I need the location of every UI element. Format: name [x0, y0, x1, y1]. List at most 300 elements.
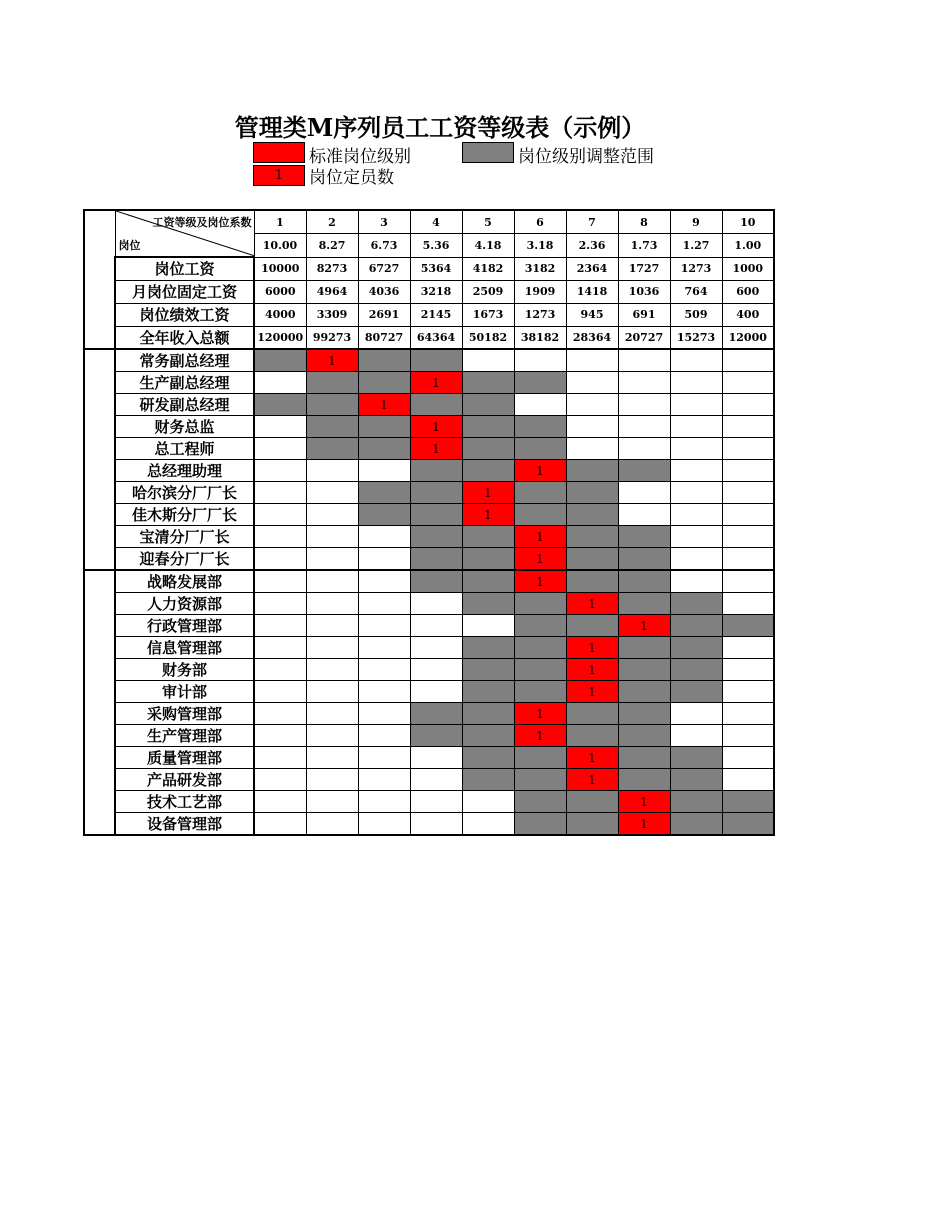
adjust-range-cell	[410, 504, 462, 526]
summary-row	[84, 280, 774, 303]
standard-grade-cell: 1	[566, 659, 618, 681]
summary-value: 509	[670, 303, 722, 326]
summary-value: 1000	[722, 257, 774, 280]
position-label: 总经理助理	[115, 460, 254, 482]
adjust-range-cell	[358, 416, 410, 438]
grade-cell	[462, 791, 514, 813]
position-label: 生产副总经理	[115, 372, 254, 394]
summary-value: 4000	[254, 303, 306, 326]
summary-value: 1673	[462, 303, 514, 326]
legend-adjust-label: 岗位级别调整范围	[518, 147, 654, 167]
summary-row	[84, 303, 774, 326]
grade-cell	[306, 747, 358, 769]
grade-cell	[306, 659, 358, 681]
position-row	[84, 416, 774, 438]
standard-grade-cell: 1	[358, 394, 410, 416]
legend-standard-swatch	[253, 142, 305, 163]
adjust-range-cell	[618, 570, 670, 593]
grade-cell	[722, 659, 774, 681]
position-row	[84, 570, 774, 593]
adjust-range-cell	[358, 482, 410, 504]
adjust-range-cell	[514, 438, 566, 460]
adjust-range-cell	[306, 372, 358, 394]
adjust-range-cell	[462, 703, 514, 725]
adjust-range-cell	[618, 637, 670, 659]
standard-grade-cell: 1	[410, 438, 462, 460]
summary-value: 28364	[566, 326, 618, 349]
adjust-range-cell	[514, 504, 566, 526]
summary-value: 20727	[618, 326, 670, 349]
adjust-range-cell	[358, 504, 410, 526]
position-label: 常务副总经理	[115, 349, 254, 372]
diagonal-header	[115, 210, 254, 257]
position-row	[84, 482, 774, 504]
grade-cell	[306, 813, 358, 836]
adjust-range-cell	[722, 615, 774, 637]
grade-cell	[670, 460, 722, 482]
summary-value: 764	[670, 280, 722, 303]
level-7: 7	[566, 210, 618, 234]
standard-grade-cell: 1	[514, 460, 566, 482]
grade-cell	[722, 438, 774, 460]
level-3: 3	[358, 210, 410, 234]
adjust-range-cell	[618, 725, 670, 747]
adjust-range-cell	[254, 349, 306, 372]
coefficient-6: 3.18	[514, 234, 566, 258]
position-label: 质量管理部	[115, 747, 254, 769]
position-label: 迎春分厂厂长	[115, 548, 254, 571]
grade-cell	[306, 526, 358, 548]
adjust-range-cell	[722, 813, 774, 836]
grade-cell	[254, 703, 306, 725]
adjust-range-cell	[618, 460, 670, 482]
grade-cell	[618, 394, 670, 416]
summary-value: 8273	[306, 257, 358, 280]
summary-value: 1273	[514, 303, 566, 326]
summary-value: 3218	[410, 280, 462, 303]
adjust-range-cell	[514, 593, 566, 615]
grade-cell	[722, 372, 774, 394]
coefficient-7: 2.36	[566, 234, 618, 258]
adjust-range-cell	[618, 703, 670, 725]
summary-value: 600	[722, 280, 774, 303]
level-9: 9	[670, 210, 722, 234]
grade-cell	[358, 747, 410, 769]
adjust-range-cell	[566, 526, 618, 548]
standard-grade-cell: 1	[514, 725, 566, 747]
grade-cell	[254, 416, 306, 438]
grade-cell	[410, 593, 462, 615]
position-row	[84, 593, 774, 615]
grade-cell	[306, 791, 358, 813]
adjust-range-cell	[618, 593, 670, 615]
adjust-range-cell	[566, 703, 618, 725]
standard-grade-cell: 1	[566, 681, 618, 703]
grade-cell	[514, 394, 566, 416]
grade-cell	[254, 593, 306, 615]
summary-value: 4182	[462, 257, 514, 280]
grade-cell	[254, 615, 306, 637]
position-row	[84, 769, 774, 791]
grade-cell	[254, 526, 306, 548]
adjust-range-cell	[566, 504, 618, 526]
grade-cell	[722, 637, 774, 659]
standard-grade-cell: 1	[566, 637, 618, 659]
grade-cell	[358, 593, 410, 615]
legend-headcount-swatch: 1	[253, 165, 305, 186]
position-row	[84, 460, 774, 482]
adjust-range-cell	[410, 460, 462, 482]
diagonal-top-label: 工资等级及岗位系数	[152, 216, 252, 229]
summary-value: 1418	[566, 280, 618, 303]
summary-value: 945	[566, 303, 618, 326]
grade-cell	[462, 813, 514, 836]
grade-cell	[722, 570, 774, 593]
grade-cell	[722, 769, 774, 791]
grade-cell	[670, 372, 722, 394]
adjust-range-cell	[566, 570, 618, 593]
adjust-range-cell	[462, 769, 514, 791]
summary-value: 3182	[514, 257, 566, 280]
adjust-range-cell	[670, 747, 722, 769]
adjust-range-cell	[670, 659, 722, 681]
coefficient-9: 1.27	[670, 234, 722, 258]
summary-label: 岗位绩效工资	[115, 303, 254, 326]
grade-cell	[358, 769, 410, 791]
standard-grade-cell: 1	[514, 526, 566, 548]
summary-label: 全年收入总额	[115, 326, 254, 349]
adjust-range-cell	[462, 394, 514, 416]
adjust-range-cell	[618, 526, 670, 548]
level-6: 6	[514, 210, 566, 234]
grade-cell	[358, 637, 410, 659]
legend-headcount-label: 岗位定员数	[309, 168, 394, 188]
grade-cell	[462, 349, 514, 372]
grade-cell	[358, 460, 410, 482]
summary-value: 64364	[410, 326, 462, 349]
summary-value: 4964	[306, 280, 358, 303]
summary-value: 80727	[358, 326, 410, 349]
adjust-range-cell	[514, 482, 566, 504]
adjust-range-cell	[514, 791, 566, 813]
grade-cell	[670, 482, 722, 504]
adjust-range-cell	[410, 548, 462, 571]
position-label: 哈尔滨分厂厂长	[115, 482, 254, 504]
summary-value: 2509	[462, 280, 514, 303]
position-row	[84, 813, 774, 836]
adjust-range-cell	[514, 681, 566, 703]
coefficient-1: 10.00	[254, 234, 306, 258]
grade-cell	[358, 725, 410, 747]
grade-cell	[306, 681, 358, 703]
position-row	[84, 372, 774, 394]
adjust-range-cell	[462, 747, 514, 769]
grade-cell	[670, 349, 722, 372]
side-block-header	[84, 210, 115, 349]
grade-cell	[722, 349, 774, 372]
position-label: 佳木斯分厂厂长	[115, 504, 254, 526]
grade-cell	[358, 681, 410, 703]
grade-cell	[358, 615, 410, 637]
grade-cell	[670, 504, 722, 526]
summary-label: 岗位工资	[115, 257, 254, 280]
summary-value: 120000	[254, 326, 306, 349]
grade-cell	[670, 526, 722, 548]
summary-value: 50182	[462, 326, 514, 349]
adjust-range-cell	[462, 659, 514, 681]
position-row	[84, 548, 774, 571]
side-block-group-2	[84, 570, 115, 835]
level-2: 2	[306, 210, 358, 234]
position-label: 宝清分厂厂长	[115, 526, 254, 548]
grade-cell	[618, 349, 670, 372]
grade-cell	[254, 813, 306, 836]
position-label: 信息管理部	[115, 637, 254, 659]
summary-value: 691	[618, 303, 670, 326]
adjust-range-cell	[670, 615, 722, 637]
legend-adjust-swatch	[462, 142, 514, 163]
adjust-range-cell	[410, 482, 462, 504]
grade-cell	[254, 659, 306, 681]
summary-row	[84, 326, 774, 349]
grade-cell	[410, 769, 462, 791]
standard-grade-cell: 1	[462, 482, 514, 504]
adjust-range-cell	[722, 791, 774, 813]
grade-cell	[306, 703, 358, 725]
standard-grade-cell: 1	[410, 372, 462, 394]
grade-cell	[722, 747, 774, 769]
adjust-range-cell	[514, 372, 566, 394]
grade-cell	[254, 637, 306, 659]
grade-cell	[618, 482, 670, 504]
grade-cell	[358, 548, 410, 571]
adjust-range-cell	[514, 615, 566, 637]
grade-cell	[358, 570, 410, 593]
adjust-range-cell	[462, 725, 514, 747]
summary-value: 6727	[358, 257, 410, 280]
position-row	[84, 703, 774, 725]
grade-cell	[254, 570, 306, 593]
adjust-range-cell	[514, 769, 566, 791]
adjust-range-cell	[566, 791, 618, 813]
grade-cell	[670, 703, 722, 725]
summary-row	[84, 257, 774, 280]
adjust-range-cell	[462, 637, 514, 659]
adjust-range-cell	[566, 813, 618, 836]
adjust-range-cell	[462, 593, 514, 615]
position-row	[84, 681, 774, 703]
level-4: 4	[410, 210, 462, 234]
adjust-range-cell	[306, 416, 358, 438]
coefficient-4: 5.36	[410, 234, 462, 258]
summary-value: 1727	[618, 257, 670, 280]
adjust-range-cell	[618, 747, 670, 769]
adjust-range-cell	[462, 681, 514, 703]
grade-cell	[410, 747, 462, 769]
summary-value: 99273	[306, 326, 358, 349]
grade-cell	[306, 615, 358, 637]
adjust-range-cell	[618, 659, 670, 681]
summary-value: 3309	[306, 303, 358, 326]
position-row	[84, 615, 774, 637]
grade-cell	[670, 570, 722, 593]
grade-cell	[306, 548, 358, 571]
page-title: 管理类M序列员工工资等级表（示例）	[234, 113, 646, 142]
position-row	[84, 637, 774, 659]
standard-grade-cell: 1	[618, 813, 670, 836]
adjust-range-cell	[514, 747, 566, 769]
adjust-range-cell	[514, 416, 566, 438]
grade-cell	[722, 548, 774, 571]
adjust-range-cell	[514, 813, 566, 836]
position-label: 财务部	[115, 659, 254, 681]
standard-grade-cell: 1	[566, 769, 618, 791]
grade-cell	[514, 349, 566, 372]
coefficient-3: 6.73	[358, 234, 410, 258]
position-row	[84, 725, 774, 747]
grade-cell	[722, 416, 774, 438]
position-row	[84, 659, 774, 681]
grade-cell	[410, 615, 462, 637]
grade-cell	[410, 637, 462, 659]
legend-standard-label: 标准岗位级别	[309, 147, 411, 167]
grade-cell	[618, 438, 670, 460]
standard-grade-cell: 1	[306, 349, 358, 372]
summary-value: 2691	[358, 303, 410, 326]
coefficient-5: 4.18	[462, 234, 514, 258]
standard-grade-cell: 1	[618, 791, 670, 813]
grade-cell	[254, 504, 306, 526]
position-label: 采购管理部	[115, 703, 254, 725]
position-label: 总工程师	[115, 438, 254, 460]
grade-cell	[722, 460, 774, 482]
grade-cell	[566, 394, 618, 416]
position-label: 行政管理部	[115, 615, 254, 637]
position-row	[84, 394, 774, 416]
standard-grade-cell: 1	[566, 747, 618, 769]
grade-cell	[722, 482, 774, 504]
standard-grade-cell: 1	[462, 504, 514, 526]
adjust-range-cell	[358, 349, 410, 372]
grade-cell	[566, 438, 618, 460]
adjust-range-cell	[410, 349, 462, 372]
grade-cell	[566, 416, 618, 438]
grade-cell	[358, 703, 410, 725]
summary-value: 5364	[410, 257, 462, 280]
salary-grade-table	[83, 209, 775, 836]
grade-cell	[254, 769, 306, 791]
position-row	[84, 526, 774, 548]
grade-cell	[670, 725, 722, 747]
adjust-range-cell	[306, 438, 358, 460]
position-label: 产品研发部	[115, 769, 254, 791]
grade-cell	[618, 504, 670, 526]
grade-cell	[254, 791, 306, 813]
adjust-range-cell	[358, 438, 410, 460]
grade-cell	[670, 394, 722, 416]
grade-cell	[410, 659, 462, 681]
grade-cell	[254, 482, 306, 504]
grade-cell	[254, 548, 306, 571]
grade-cell	[670, 438, 722, 460]
grade-cell	[254, 747, 306, 769]
coefficient-10: 1.00	[722, 234, 774, 258]
adjust-range-cell	[462, 460, 514, 482]
position-label: 审计部	[115, 681, 254, 703]
adjust-range-cell	[566, 548, 618, 571]
adjust-range-cell	[670, 813, 722, 836]
position-row	[84, 438, 774, 460]
grade-cell	[410, 813, 462, 836]
position-row	[84, 791, 774, 813]
grade-cell	[306, 482, 358, 504]
adjust-range-cell	[670, 769, 722, 791]
adjust-range-cell	[358, 372, 410, 394]
adjust-range-cell	[566, 615, 618, 637]
position-row	[84, 349, 774, 372]
summary-value: 38182	[514, 326, 566, 349]
summary-value: 1909	[514, 280, 566, 303]
grade-cell	[722, 504, 774, 526]
standard-grade-cell: 1	[618, 615, 670, 637]
standard-grade-cell: 1	[514, 570, 566, 593]
adjust-range-cell	[410, 703, 462, 725]
summary-value: 15273	[670, 326, 722, 349]
summary-value: 400	[722, 303, 774, 326]
summary-value: 10000	[254, 257, 306, 280]
adjust-range-cell	[462, 548, 514, 571]
summary-value: 4036	[358, 280, 410, 303]
grade-cell	[306, 460, 358, 482]
adjust-range-cell	[410, 725, 462, 747]
side-block-group-1	[84, 349, 115, 570]
adjust-range-cell	[306, 394, 358, 416]
adjust-range-cell	[410, 570, 462, 593]
adjust-range-cell	[618, 548, 670, 571]
grade-cell	[566, 349, 618, 372]
grade-cell	[254, 725, 306, 747]
adjust-range-cell	[462, 372, 514, 394]
diagonal-bottom-label: 岗位	[118, 239, 141, 252]
position-label: 研发副总经理	[115, 394, 254, 416]
grade-cell	[462, 615, 514, 637]
position-row	[84, 504, 774, 526]
grade-cell	[358, 813, 410, 836]
summary-value: 6000	[254, 280, 306, 303]
grade-cell	[566, 372, 618, 394]
standard-grade-cell: 1	[514, 703, 566, 725]
level-5: 5	[462, 210, 514, 234]
adjust-range-cell	[670, 681, 722, 703]
adjust-range-cell	[254, 394, 306, 416]
summary-value: 1036	[618, 280, 670, 303]
grade-cell	[254, 438, 306, 460]
grade-cell	[722, 394, 774, 416]
grade-cell	[306, 593, 358, 615]
grade-cell	[670, 416, 722, 438]
level-1: 1	[254, 210, 306, 234]
position-label: 人力资源部	[115, 593, 254, 615]
summary-value: 2364	[566, 257, 618, 280]
summary-label: 月岗位固定工资	[115, 280, 254, 303]
grade-cell	[306, 725, 358, 747]
standard-grade-cell: 1	[514, 548, 566, 571]
grade-cell	[306, 504, 358, 526]
adjust-range-cell	[410, 526, 462, 548]
adjust-range-cell	[514, 637, 566, 659]
coefficient-8: 1.73	[618, 234, 670, 258]
grade-cell	[306, 769, 358, 791]
